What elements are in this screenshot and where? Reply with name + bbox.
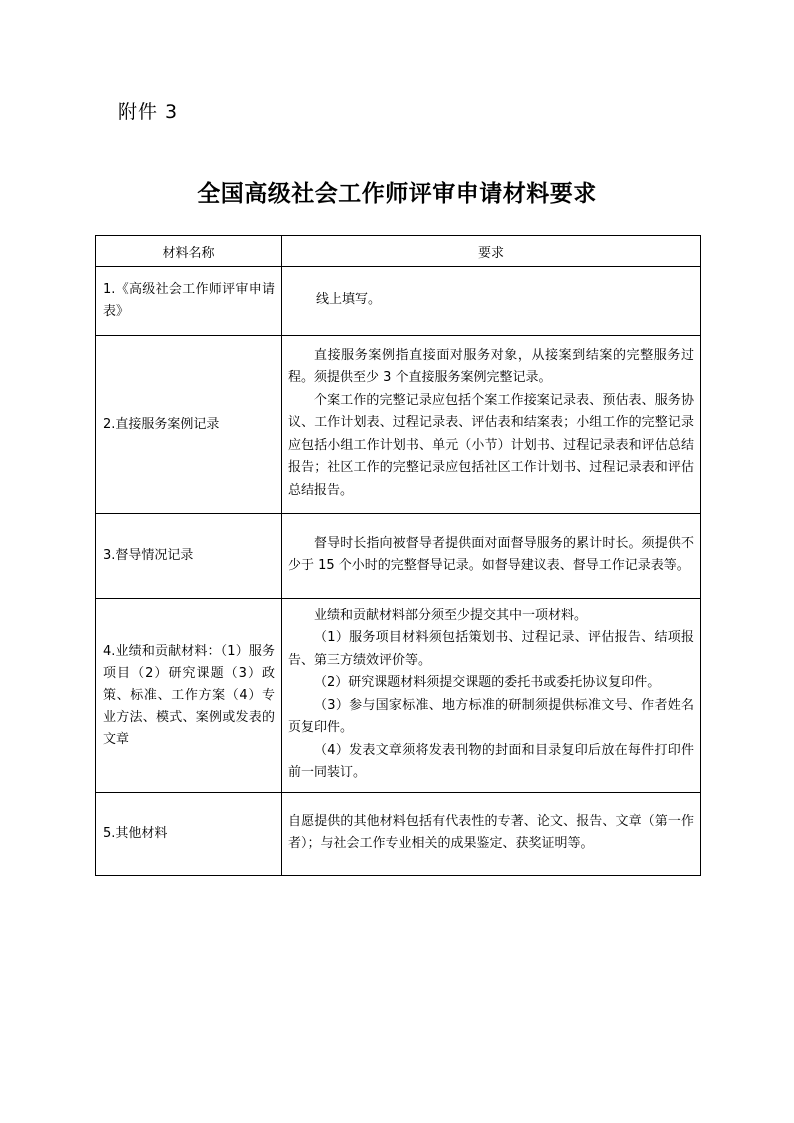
header-material-name: 材料名称 <box>96 236 282 267</box>
requirement-cell <box>282 793 701 876</box>
table-row <box>96 793 701 876</box>
material-name-cell: 2.直接服务案例记录 <box>96 336 282 514</box>
material-name-cell: 5.其他材料 <box>96 793 282 876</box>
requirement-paragraph: 业绩和贡献材料部分须至少提交其中一项材料。 <box>314 607 588 623</box>
requirement-paragraph: （3）参与国家标准、地方标准的研制须提供标准文号、作者姓名页复印件。 <box>288 697 694 735</box>
requirements-table <box>95 235 701 876</box>
requirement-paragraph: 直接服务案例指直接面对服务对象，从接案到结案的完整服务过程。须提供至少 3 个直接服务案例完整记录。 <box>288 347 694 386</box>
header-requirements: 要求 <box>282 236 701 267</box>
document-title: 全国高级社会工作师评审申请材料要求 <box>197 180 597 207</box>
requirement-paragraph: （1）服务项目材料须包括策划书、过程记录、评估报告、结项报告、第三方绩效评价等。 <box>288 630 694 668</box>
requirement-paragraph: （2）研究课题材料须提交课题的委托书或委托协议复印件。 <box>314 675 661 690</box>
requirement-cell <box>282 514 701 599</box>
table-row <box>96 267 701 336</box>
requirement-paragraph: （4）发表文章须将发表刊物的封面和目录复印后放在每件打印件前一同装订。 <box>288 742 694 780</box>
table-row <box>96 336 701 514</box>
material-name-cell: 4.业绩和贡献材料：（1）服务项目（2）研究课题（3）政策、标准、工作方案（4）专业方法、模式、案例或发表的文章 <box>96 599 282 793</box>
requirement-paragraph: 线上填写。 <box>316 291 382 307</box>
requirement-cell <box>282 336 701 514</box>
material-name-cell: 1.《高级社会工作师评审申请表》 <box>96 267 282 336</box>
requirement-cell <box>282 599 701 793</box>
attachment-label: 附件 3 <box>118 101 179 123</box>
table-row <box>96 599 701 793</box>
requirement-paragraph: 个案工作的完整记录应包括个案工作接案记录表、预估表、服务协议、工作计划表、过程记录表、评估表和结案表；小组工作的完整记录应包括小组工作计划书、单元（小节）计划书、过程记录表和评估总结报告；社区工作的完整记录应包括社区工作计划书、过程记录表和评估总结报告。 <box>288 392 694 498</box>
material-name-cell: 3.督导情况记录 <box>96 514 282 599</box>
requirement-paragraph: 督导时长指向被督导者提供面对面督导服务的累计时长。须提供不少于 15 个小时的完整督导记录。如督导建议表、督导工作记录表等。 <box>288 535 694 573</box>
requirement-paragraph: 自愿提供的其他材料包括有代表性的专著、论文、报告、文章（第一作者）；与社会工作专业相关的成果鉴定、获奖证明等。 <box>288 813 694 851</box>
table-row <box>96 514 701 599</box>
table-header-row <box>96 236 701 267</box>
requirement-cell <box>282 267 701 336</box>
